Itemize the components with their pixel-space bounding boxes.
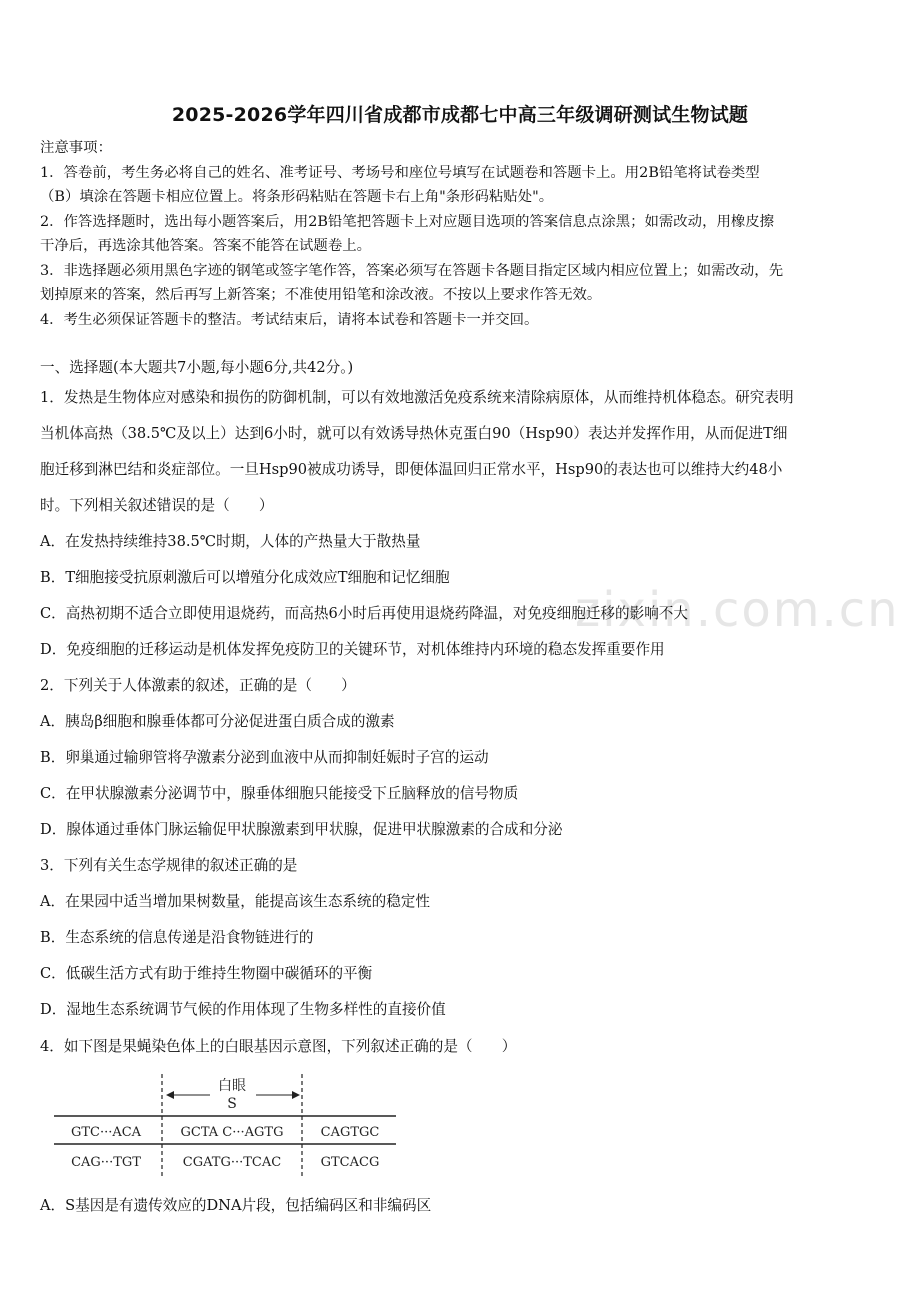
top-strand-right: CAGTGC (320, 1125, 380, 1140)
arrow-right-icon (292, 1091, 300, 1099)
q1-option-b: B．T细胞接受抗原刺激后可以增殖分化成效应T细胞和记忆细胞 (40, 569, 450, 586)
q4-stem: 4．如下图是果蝇染色体上的白眼基因示意图，下列叙述正确的是（ ） (40, 1038, 517, 1055)
bottom-strand-right: GTCACG (320, 1155, 380, 1170)
q3-stem: 3．下列有关生态学规律的叙述正确的是 (40, 857, 298, 874)
notes-line: （B）填涂在答题卡相应位置上。将条形码粘贴在答题卡右上角"条形码粘贴处"。 (40, 189, 554, 205)
notes-block (40, 136, 885, 332)
q2-stem: 2．下列关于人体激素的叙述，正确的是（ ） (40, 677, 356, 694)
notes-line: 1．答卷前，考生务必将自己的姓名、准考证号、考场号和座位号填写在试题卷和答题卡上。用2B铅笔将试卷类型 (40, 164, 760, 181)
notes-line: 4．考生必须保证答题卡的整洁。考试结束后，请将本试卷和答题卡一并交回。 (40, 311, 539, 328)
q1-option-c: C．高热初期不适合立即使用退烧药，而高热6小时后再使用退烧药降温，对免疫细胞迁移的影响不大 (40, 605, 688, 622)
notes-line: 划掉原来的答案，然后再写上新答案；不准使用铅笔和涂改液。不按以上要求作答无效。 (40, 287, 602, 303)
q3-option-d: D．湿地生态系统调节气候的作用体现了生物多样性的直接价值 (40, 1001, 446, 1018)
q1-option-a: A．在发热持续维持38.5℃时期，人体的产热量大于散热量 (40, 533, 421, 550)
white-eye-gene-diagram (50, 1070, 410, 1180)
notes-line: 2．作答选择题时，选出每小题答案后，用2B铅笔把答题卡上对应题目选项的答案信息点涂黑；如需改动，用橡皮擦 (40, 213, 775, 230)
notes-heading: 注意事项： (40, 140, 112, 156)
q2-option-c: C．在甲状腺激素分泌调节中，腺垂体细胞只能接受下丘脑释放的信号物质 (40, 785, 519, 802)
q4-option-a: A．S基因是有遗传效应的DNA片段，包括编码区和非编码区 (40, 1197, 432, 1214)
watermark: zixin.com.cn (575, 582, 900, 638)
page-title: 2025-2026学年四川省成都市成都七中高三年级调研测试生物试题 (171, 104, 749, 126)
notes-line: 干净后，再选涂其他答案。答案不能答在试题卷上。 (40, 238, 371, 254)
q1-stem-line: 时。下列相关叙述错误的是（ ） (40, 497, 274, 514)
q1-option-d: D．免疫细胞的迁移运动是机体发挥免疫防卫的关键环节，对机体维持内环境的稳态发挥重要作用 (40, 641, 665, 658)
q2-option-a: A．胰岛β细胞和腺垂体都可分泌促进蛋白质合成的激素 (40, 713, 395, 730)
top-strand-left: GTC···ACA (70, 1125, 142, 1140)
q3-option-c: C．低碳生活方式有助于维持生物圈中碳循环的平衡 (40, 965, 373, 982)
q1-stem-line: 当机体高热（38.5℃及以上）达到6小时，就可以有效诱导热休克蛋白90（Hsp90）表达并发挥作用，从而促进T细 (40, 425, 788, 442)
notes-line: 3．非选择题必须用黑色字迹的钢笔或签字笔作答，答案必须写在答题卡各题目指定区域内相应位置上；如需改动，先 (40, 262, 784, 279)
gene-label: 白眼 (218, 1078, 246, 1094)
q1-stem-line: 胞迁移到淋巴结和炎症部位。一旦Hsp90被成功诱导，即便体温回归正常水平，Hsp90的表达也可以维持大约48小 (40, 461, 783, 478)
q2-option-d: D．腺体通过垂体门脉运输促甲状腺激素到甲状腺，促进甲状腺激素的合成和分泌 (40, 821, 563, 838)
q3-option-b: B．生态系统的信息传递是沿食物链进行的 (40, 929, 314, 946)
q2-option-b: B．卵巢通过输卵管将孕激素分泌到血液中从而抑制妊娠时子宫的运动 (40, 749, 489, 766)
section-heading: 一、选择题(本大题共7小题,每小题6分,共42分。) (40, 359, 354, 376)
bottom-strand-gene: CGATG···TCAC (182, 1155, 282, 1170)
gene-symbol: S (227, 1096, 237, 1112)
q1-stem-line: 1．发热是生物体应对感染和损伤的防御机制，可以有效地激活免疫系统来清除病原体，从而维持机体稳态。研究表明 (40, 389, 794, 406)
arrow-left-icon (166, 1091, 174, 1099)
q3-option-a: A．在果园中适当增加果树数量，能提高该生态系统的稳定性 (40, 893, 430, 910)
top-strand-gene: GCTA C···AGTG (180, 1125, 284, 1140)
bottom-strand-left: CAG···TGT (71, 1155, 141, 1170)
